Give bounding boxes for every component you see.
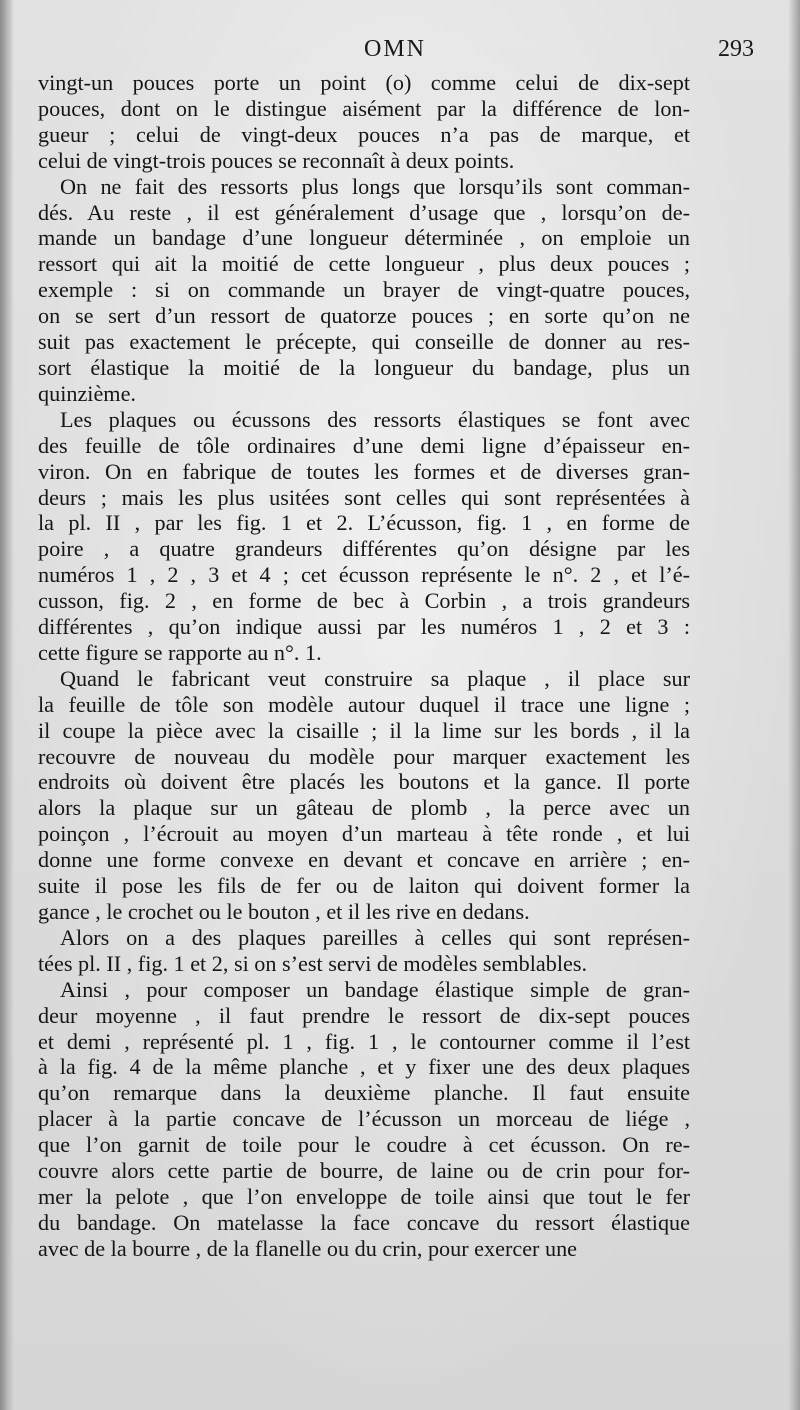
text-line: mande un bandage d’une longueur déterminée , on emploie un [38, 225, 690, 251]
text-line: viron. On en fabrique de toutes les formes et de diverses gran- [38, 458, 690, 484]
text-line: placer à la partie concave de l’écusson un morceau de liége , [38, 1106, 690, 1132]
text-line: endroits où doivent être placés les boutons et la gance. Il porte [38, 769, 690, 795]
text-line: différentes , qu’on indique aussi par les numéros 1 , 2 et 3 : [38, 614, 690, 640]
text-line: deur moyenne , il faut prendre le ressort de dix-sept pouces [38, 1002, 690, 1028]
text-line: recouvre de nouveau du modèle pour marquer exactement les [38, 743, 690, 769]
text-line: ressort qui ait la moitié de cette longueur , plus deux pouces ; [38, 251, 690, 277]
text-line: donne une forme convexe en devant et concave en arrière ; en- [38, 847, 690, 873]
text-line: gance , le crochet ou le bouton , et il les rive en dedans. [38, 899, 530, 924]
paragraph [38, 977, 690, 1262]
running-title: OMN [363, 36, 426, 62]
text-line: sort élastique la moitié de la longueur du bandage, plus un [38, 354, 690, 380]
text-line: on se sert d’un ressort de quatorze pouces ; en sorte qu’on ne [38, 303, 690, 329]
text-line: et demi , représenté pl. 1 , fig. 1 , le contourner comme il l’est [38, 1028, 690, 1054]
text-line: suite il pose les fils de fer ou de laiton qui doivent former la [38, 873, 690, 899]
text-line: la pl. II , par les fig. 1 et 2. L’écusson, fig. 1 , en forme de [38, 510, 690, 536]
text-line: tées pl. II , fig. 1 et 2, si on s’est servi de modèles semblables. [38, 950, 588, 976]
text-line: il coupe la pièce avec la cisaille ; il la lime sur les bords , il la [38, 717, 690, 743]
text-line: du bandage. On matelasse la face concave du ressort élastique [38, 1209, 690, 1235]
text-line: celui de vingt-trois pouces se reconnaît à deux points. [38, 147, 515, 173]
text-line: dés. Au reste , il est généralement d’usage que , lorsqu’on de- [38, 199, 690, 225]
text-line: deurs ; mais les plus usitées sont celles qui sont représentées à [38, 484, 690, 510]
text-line: Alors on a des plaques pareilles à celles qui sont représen- [60, 924, 690, 950]
text-line: pouces, dont on le distingue aisément par la différence de lon- [38, 95, 690, 121]
body-text [38, 70, 690, 1262]
text-line: On ne fait des ressorts plus longs que lorsqu’ils sont comman- [60, 173, 690, 199]
text-line: des feuille de tôle ordinaires d’une demi ligne d’épaisseur en- [38, 432, 690, 458]
paragraph [38, 70, 690, 174]
text-line: mer la pelote , que l’on enveloppe de toile ainsi que tout le fer [38, 1183, 690, 1209]
text-line: cusson, fig. 2 , en forme de bec à Corbin , a trois grandeurs [38, 588, 690, 614]
paragraph [38, 174, 690, 407]
text-line: gueur ; celui de vingt-deux pouces n’a pas de marque, et [38, 121, 690, 147]
text-line: que l’on garnit de toile pour le coudre à cet écusson. On re- [38, 1132, 690, 1158]
text-line: quinzième. [38, 380, 136, 406]
paragraph [38, 407, 690, 666]
text-line: poire , a quatre grandeurs différentes qu’on désigne par les [38, 536, 690, 562]
text-line: vingt-un pouces porte un point (o) comme celui de dix-sept [38, 70, 690, 95]
text-line: alors la plaque sur un gâteau de plomb , la perce avec un [38, 795, 690, 821]
text-line: numéros 1 , 2 , 3 et 4 ; cet écusson représente le n°. 2 , et l’é- [38, 562, 690, 588]
paragraph [38, 666, 690, 925]
paragraph [38, 925, 690, 977]
text-line: à la fig. 4 de la même planche , et y fixer une des deux plaques [38, 1054, 690, 1080]
running-header [36, 36, 754, 66]
text-line: suit pas exactement le précepte, qui conseille de donner au res- [38, 329, 690, 355]
page-edge-right [788, 0, 800, 1410]
text-line: avec de la bourre , de la flanelle ou du crin, pour exercer une [38, 1235, 578, 1261]
text-line: poinçon , l’écrouit au moyen d’un marteau à tête ronde , et lui [38, 821, 690, 847]
text-line: exemple : si on commande un brayer de vingt-quatre pouces, [38, 277, 690, 303]
text-line: Ainsi , pour composer un bandage élastique simple de gran- [60, 976, 690, 1002]
text-line: cette figure se rapporte au n°. 1. [38, 639, 322, 665]
text-line: la feuille de tôle son modèle autour duquel il trace une ligne ; [38, 691, 690, 717]
text-line: Les plaques ou écussons des ressorts élastiques se font avec [60, 406, 690, 432]
text-line: qu’on remarque dans la deuxième planche. Il faut ensuite [38, 1080, 690, 1106]
page-edge-left [0, 0, 14, 1410]
text-line: couvre alors cette partie de bourre, de laine ou de crin pour for- [38, 1158, 690, 1184]
text-line: Quand le fabricant veut construire sa plaque , il place sur [60, 665, 690, 691]
page-number: 293 [718, 36, 754, 62]
